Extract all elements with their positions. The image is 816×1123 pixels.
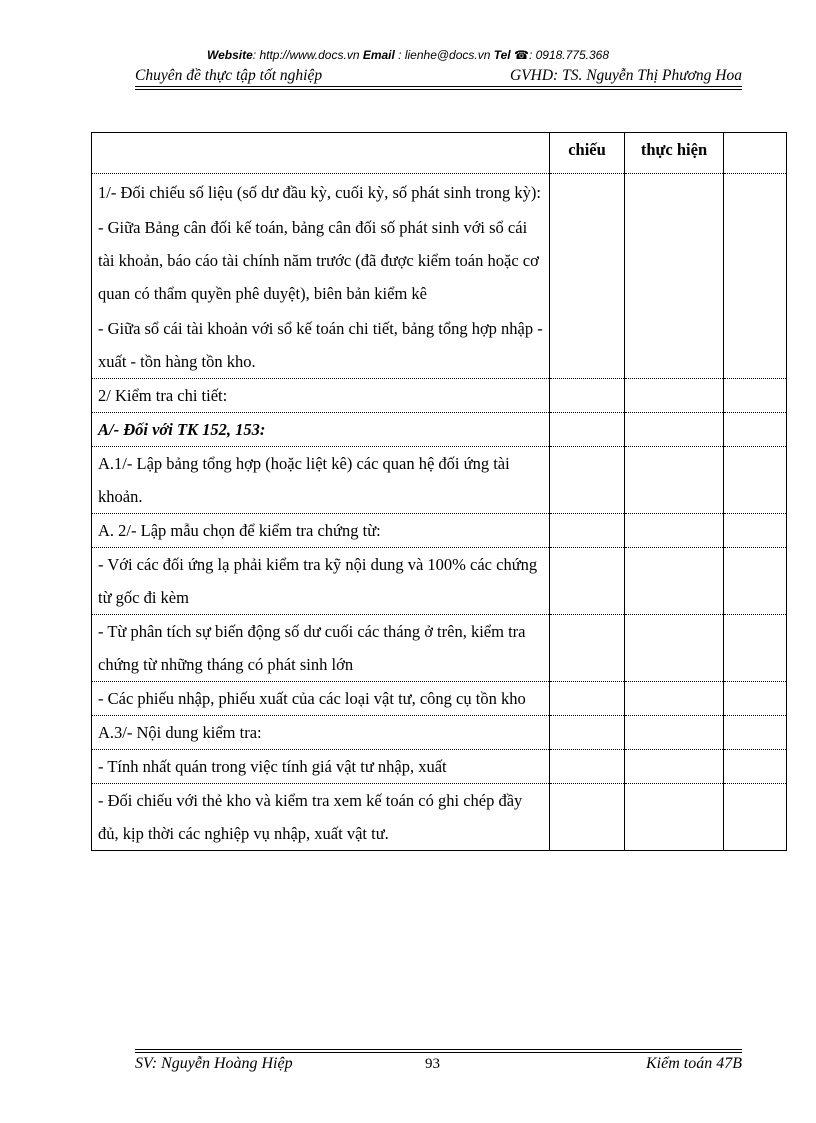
empty-cell	[724, 548, 787, 615]
page-header	[135, 66, 742, 87]
empty-cell	[550, 615, 625, 682]
table-row	[92, 447, 787, 514]
empty-cell	[625, 447, 724, 514]
empty-cell	[724, 784, 787, 851]
page-number: 93	[425, 1056, 440, 1072]
table-row	[92, 174, 787, 379]
procedure-paragraph: - Giữa sổ cái tài khoản với sổ kế toán chi tiết, bảng tổng hợp nhập - xuất - tồn hàng tồn kho.	[98, 319, 543, 371]
empty-cell	[550, 548, 625, 615]
page-footer	[135, 1055, 742, 1077]
procedure-cell	[92, 174, 550, 379]
empty-cell	[724, 174, 787, 379]
procedure-paragraph: 1/- Đối chiếu số liệu (số dư đầu kỳ, cuối kỳ, số phát sinh trong kỳ):	[98, 183, 541, 202]
empty-cell	[625, 615, 724, 682]
empty-cell	[550, 750, 625, 784]
table-row	[92, 514, 787, 548]
footer-student: SV: Nguyễn Hoàng Hiệp	[135, 1055, 293, 1072]
empty-cell	[724, 615, 787, 682]
empty-cell	[550, 379, 625, 413]
header-cell-notes	[724, 133, 787, 174]
empty-cell	[724, 379, 787, 413]
audit-program-table	[91, 132, 787, 851]
table-row	[92, 716, 787, 750]
empty-cell	[625, 784, 724, 851]
empty-cell	[724, 514, 787, 548]
header-cell-reference: chiếu	[550, 133, 625, 174]
table-row	[92, 379, 787, 413]
website-value: : http://www.docs.vn	[252, 48, 363, 62]
empty-cell	[724, 682, 787, 716]
empty-cell	[550, 413, 625, 447]
empty-cell	[625, 514, 724, 548]
empty-cell	[724, 750, 787, 784]
tel-value: : 0918.775.368	[528, 48, 610, 62]
procedure-cell: - Với các đối ứng lạ phải kiểm tra kỹ nội dung và 100% các chứng từ gốc đi kèm	[92, 548, 550, 615]
empty-cell	[724, 447, 787, 514]
table-row	[92, 615, 787, 682]
footer-class: Kiểm toán 47B	[646, 1055, 742, 1072]
table-row	[92, 750, 787, 784]
procedure-cell: - Tính nhất quán trong việc tính giá vật tư nhập, xuất	[92, 750, 550, 784]
procedure-cell: A. 2/- Lập mẫu chọn để kiểm tra chứng từ:	[92, 514, 550, 548]
email-value: : lienhe@docs.vn	[394, 48, 494, 62]
table-row	[92, 784, 787, 851]
email-label: Email	[362, 48, 395, 62]
procedure-cell: A.3/- Nội dung kiểm tra:	[92, 716, 550, 750]
empty-cell	[625, 174, 724, 379]
footer-divider	[135, 1049, 742, 1050]
empty-cell	[550, 174, 625, 379]
tel-label: Tel ☎	[493, 48, 529, 62]
procedure-cell: - Đối chiếu với thẻ kho và kiểm tra xem kế toán có ghi chép đầy đủ, kịp thời các nghiệp vụ nhập, xuất vật tư.	[92, 784, 550, 851]
footer-divider	[135, 1052, 742, 1053]
header-divider	[135, 89, 742, 90]
empty-cell	[625, 682, 724, 716]
empty-cell	[625, 716, 724, 750]
procedure-cell: - Các phiếu nhập, phiếu xuất của các loại vật tư, công cụ tồn kho	[92, 682, 550, 716]
header-cell-performer: thực hiện	[625, 133, 724, 174]
empty-cell	[550, 447, 625, 514]
empty-cell	[550, 784, 625, 851]
empty-cell	[625, 413, 724, 447]
empty-cell	[724, 413, 787, 447]
empty-cell	[550, 514, 625, 548]
procedure-cell: 2/ Kiểm tra chi tiết:	[92, 379, 550, 413]
procedure-cell: A.1/- Lập bảng tổng hợp (hoặc liệt kê) các quan hệ đối ứng tài khoản.	[92, 447, 550, 514]
website-contact-line	[0, 48, 816, 62]
empty-cell	[625, 379, 724, 413]
header-supervisor: GVHD: TS. Nguyễn Thị Phương Hoa	[510, 67, 742, 84]
empty-cell	[550, 682, 625, 716]
header-title: Chuyên đề thực tập tốt nghiệp	[135, 67, 323, 84]
table-row	[92, 548, 787, 615]
website-label: Website	[206, 48, 253, 62]
table-header-row	[92, 133, 787, 174]
empty-cell	[625, 548, 724, 615]
header-cell-procedure	[92, 133, 550, 174]
section-heading-cell: A/- Đối với TK 152, 153:	[92, 413, 550, 447]
empty-cell	[724, 716, 787, 750]
empty-cell	[625, 750, 724, 784]
procedure-paragraph: - Giữa Bảng cân đối kế toán, bảng cân đối số phát sinh với sổ cái tài khoản, báo cáo tài chính năm trước (đã được kiểm toán hoặc cơ quan có thẩm quyền phê duyệt), biên bản kiểm kê	[98, 218, 539, 303]
table-row	[92, 413, 787, 447]
table-row	[92, 682, 787, 716]
procedure-cell: - Từ phân tích sự biến động số dư cuối các tháng ở trên, kiểm tra chứng từ những tháng có phát sinh lớn	[92, 615, 550, 682]
empty-cell	[550, 716, 625, 750]
